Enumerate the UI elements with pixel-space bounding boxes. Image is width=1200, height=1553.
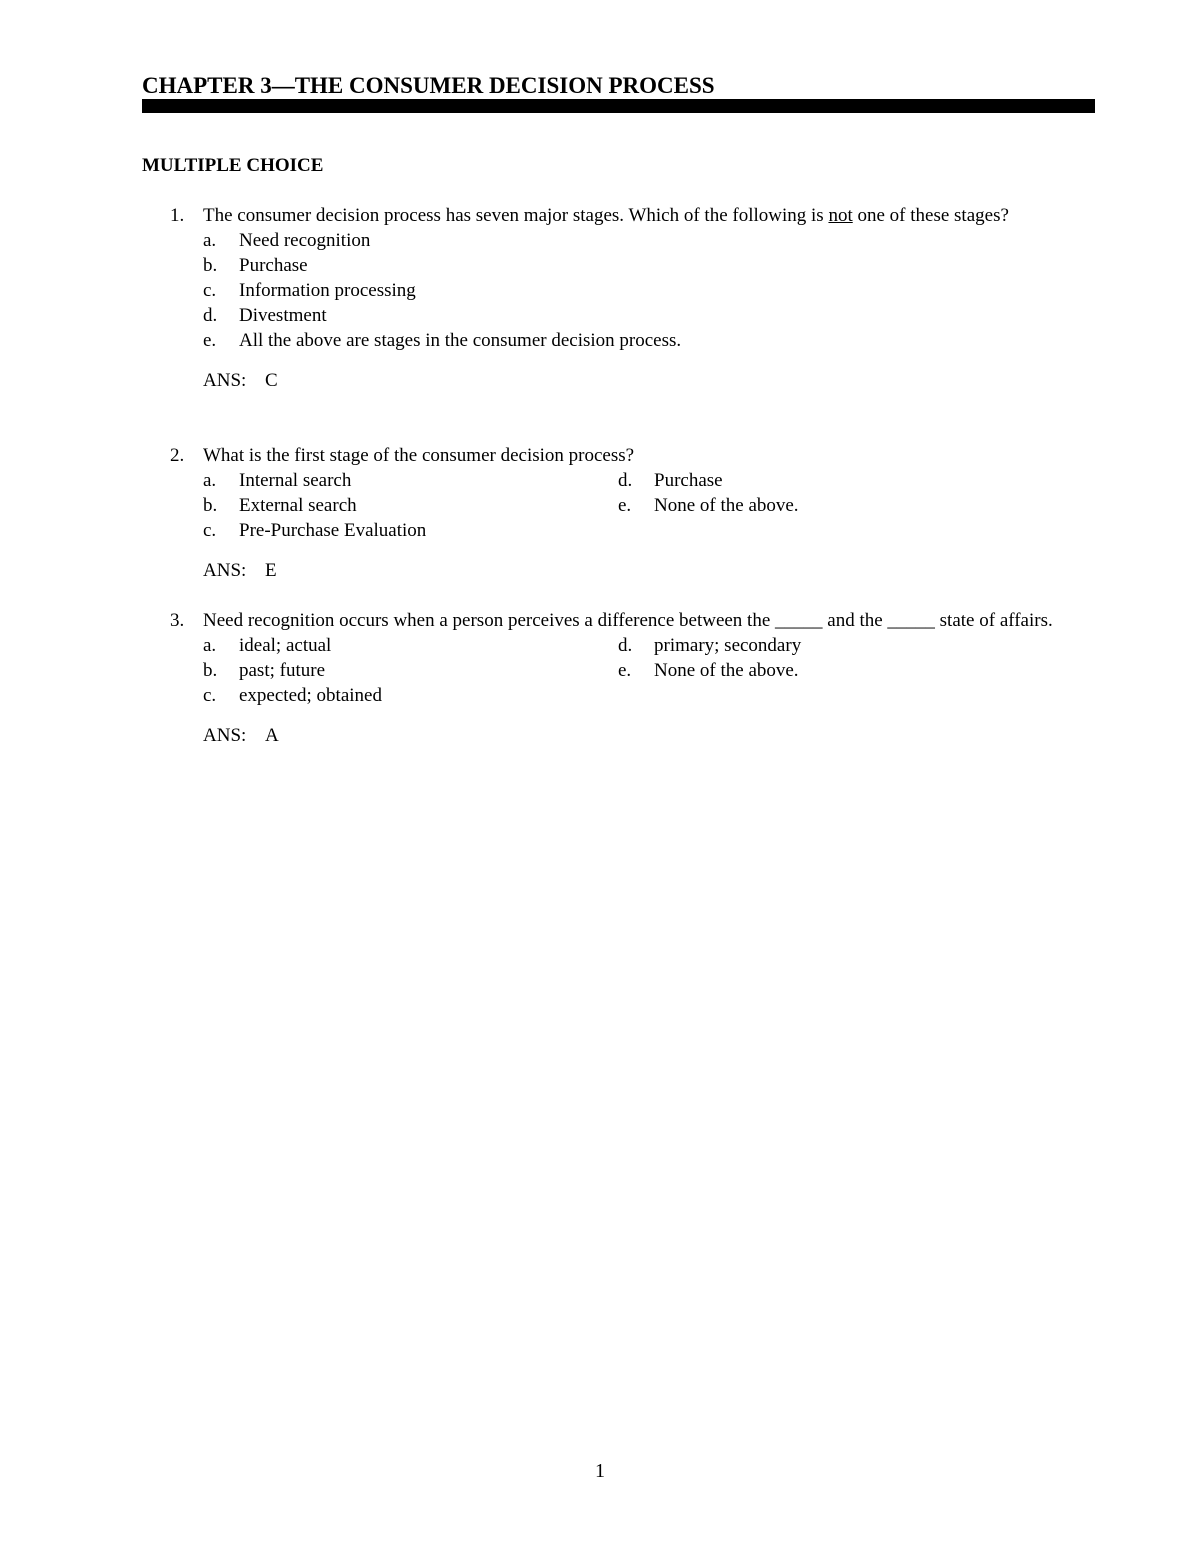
options-column-left <box>142 633 612 708</box>
question-number: 1. <box>170 205 185 226</box>
option-text: All the above are stages in the consumer decision process. <box>239 330 682 351</box>
option <box>142 633 612 658</box>
question-1 <box>142 203 1082 393</box>
option-letter: c. <box>203 280 217 301</box>
option <box>142 278 1082 303</box>
option <box>142 518 612 543</box>
question-text-part: The consumer decision process has seven major stages. Which of the following is <box>203 205 829 226</box>
options-grid <box>142 633 1082 708</box>
question-3 <box>142 608 1082 748</box>
option-text: Divestment <box>239 305 327 326</box>
option-text: Pre-Purchase Evaluation <box>239 520 427 541</box>
option <box>142 228 1082 253</box>
option-text: ideal; actual <box>239 635 332 656</box>
option-text: External search <box>239 495 357 516</box>
option <box>142 303 1082 328</box>
question-2 <box>142 443 1082 583</box>
option-text: primary; secondary <box>654 635 802 656</box>
question-number: 3. <box>170 610 185 631</box>
question-text <box>203 203 1082 228</box>
chapter-title: CHAPTER 3—THE CONSUMER DECISION PROCESS <box>142 73 715 98</box>
section-heading: MULTIPLE CHOICE <box>142 155 324 176</box>
option-text: expected; obtained <box>239 685 382 706</box>
option <box>557 633 1027 658</box>
option-text: past; future <box>239 660 326 681</box>
option-text: Internal search <box>239 470 352 491</box>
option-text: Purchase <box>654 470 723 491</box>
option <box>142 468 612 493</box>
option-letter: e. <box>618 495 632 516</box>
question-number: 2. <box>170 445 185 466</box>
option-text: None of the above. <box>654 495 799 516</box>
option-letter: d. <box>203 305 218 326</box>
option-letter: a. <box>203 470 217 491</box>
option-letter: b. <box>203 660 218 681</box>
option-text: Information processing <box>239 280 416 301</box>
question-1-stem <box>142 203 1082 228</box>
option-letter: b. <box>203 495 218 516</box>
option-letter: a. <box>203 230 217 251</box>
option-letter: c. <box>203 520 217 541</box>
answer-value: C <box>265 370 278 391</box>
question-3-stem <box>142 608 1082 633</box>
option <box>557 493 1027 518</box>
answer-value: A <box>265 725 279 746</box>
option <box>142 683 612 708</box>
question-text-part: one of these stages? <box>852 205 1009 226</box>
answer-label: ANS: <box>203 725 247 746</box>
option-text: Need recognition <box>239 230 371 251</box>
option-letter: d. <box>618 470 633 491</box>
option <box>557 658 1027 683</box>
option-text: None of the above. <box>654 660 799 681</box>
question-text: What is the first stage of the consumer decision process? <box>203 445 635 466</box>
answer <box>142 368 1082 393</box>
options-column-right <box>557 468 1027 518</box>
option-letter: d. <box>618 635 633 656</box>
option-letter: e. <box>618 660 632 681</box>
page-number: 1 <box>595 1460 605 1482</box>
option <box>557 468 1027 493</box>
title-rule <box>142 99 1095 113</box>
answer <box>142 723 1082 748</box>
option <box>142 328 1082 353</box>
options-column-right <box>557 633 1027 683</box>
option-letter: c. <box>203 685 217 706</box>
answer-label: ANS: <box>203 560 247 581</box>
option <box>142 658 612 683</box>
answer-value: E <box>265 560 277 581</box>
option-letter: e. <box>203 330 217 351</box>
answer <box>142 558 1082 583</box>
option-letter: a. <box>203 635 217 656</box>
options-grid <box>142 468 1082 543</box>
option-text: Purchase <box>239 255 308 276</box>
question-2-stem <box>142 443 1082 468</box>
options-column-left <box>142 468 612 543</box>
answer-label: ANS: <box>203 370 247 391</box>
option <box>142 253 1082 278</box>
option <box>142 493 612 518</box>
option-letter: b. <box>203 255 218 276</box>
question-emphasis: not <box>828 205 853 226</box>
question-text: Need recognition occurs when a person perceives a difference between the _____ and the _____ state of affairs. <box>203 610 1053 631</box>
